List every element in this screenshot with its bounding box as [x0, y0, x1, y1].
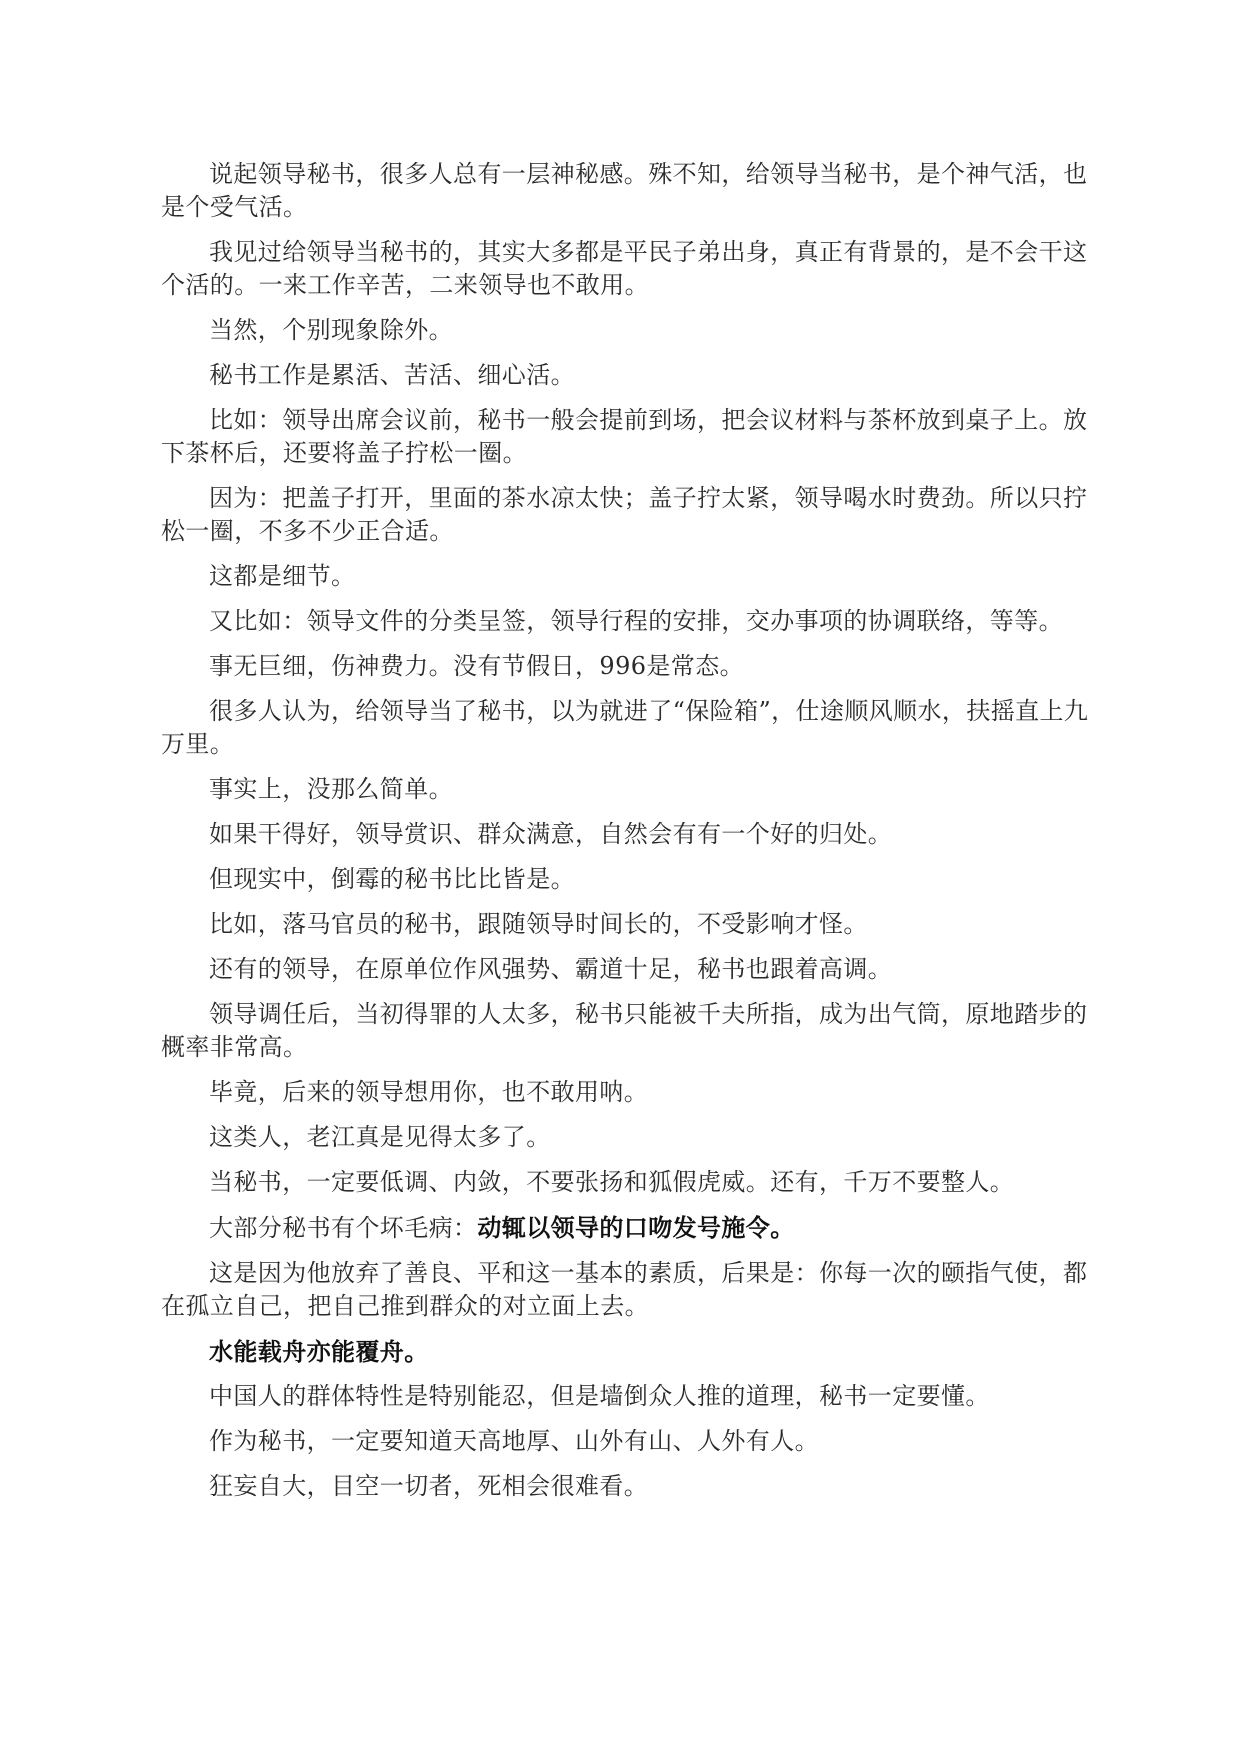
- paragraph: 还有的领导，在原单位作风强势、霸道十足，秘书也跟着高调。: [209, 955, 893, 983]
- paragraph-lead-text: 大部分秘书有个坏毛病：: [209, 1214, 478, 1242]
- paragraph: 狂妄自大，目空一切者，死相会很难看。: [209, 1472, 649, 1500]
- paragraph: 这都是细节。: [209, 562, 356, 590]
- paragraph: 毕竟，后来的领导想用你，也不敢用呐。: [209, 1078, 649, 1106]
- paragraph: 事无巨细，伤神费力。没有节假日，996是常态。: [209, 652, 745, 680]
- paragraph: 比如，落马官员的秘书，跟随领导时间长的，不受影响才怪。: [209, 910, 868, 938]
- paragraph: 比如：领导出席会议前，秘书一般会提前到场，把会议材料与茶杯放到桌子上。放下茶杯后，还要将盖子拧松一圈。: [161, 406, 1088, 467]
- bold-paragraph: 水能载舟亦能覆舟。: [209, 1337, 429, 1366]
- paragraph-with-emphasis: [161, 1211, 1091, 1245]
- paragraph: 事实上，没那么简单。: [209, 775, 453, 803]
- paragraph: 说起领导秘书，很多人总有一层神秘感。殊不知，给领导当秘书，是个神气活，也是个受气活。: [161, 160, 1088, 221]
- paragraph: 秘书工作是累活、苦活、细心活。: [209, 361, 575, 389]
- paragraph: 又比如：领导文件的分类呈签，领导行程的安排，交办事项的协调联络，等等。: [209, 607, 1063, 635]
- paragraph: 因为：把盖子打开，里面的茶水凉太快；盖子拧太紧，领导喝水时费劲。所以只拧松一圈，不多不少正合适。: [161, 484, 1088, 545]
- paragraph: 作为秘书，一定要知道天高地厚、山外有山、人外有人。: [209, 1427, 819, 1455]
- paragraph: 如果干得好，领导赏识、群众满意，自然会有有一个好的归处。: [209, 820, 893, 848]
- paragraph: 这是因为他放弃了善良、平和这一基本的素质，后果是：你每一次的颐指气使，都在孤立自己，把自己推到群众的对立面上去。: [161, 1259, 1088, 1320]
- paragraph: 当秘书，一定要低调、内敛，不要张扬和狐假虎威。还有，千万不要整人。: [209, 1168, 1015, 1196]
- emphasis-text: 动辄以领导的口吻发号施令。: [477, 1213, 795, 1242]
- document-page: [161, 158, 1091, 1515]
- paragraph: 中国人的群体特性是特别能忍，但是墙倒众人推的道理，秘书一定要懂。: [209, 1382, 990, 1410]
- paragraph: 很多人认为，给领导当了秘书，以为就进了“保险箱”，仕途顺风顺水，扶摇直上九万里。: [161, 697, 1089, 758]
- paragraph: 当然，个别现象除外。: [209, 316, 453, 344]
- paragraph: 但现实中，倒霉的秘书比比皆是。: [209, 865, 575, 893]
- paragraph: 这类人，老江真是见得太多了。: [209, 1123, 551, 1151]
- paragraph: 我见过给领导当秘书的，其实大多都是平民子弟出身，真正有背景的，是不会干这个活的。一来工作辛苦，二来领导也不敢用。: [161, 238, 1088, 299]
- paragraph: 领导调任后，当初得罪的人太多，秘书只能被千夫所指，成为出气筒，原地踏步的概率非常高。: [161, 1000, 1088, 1061]
